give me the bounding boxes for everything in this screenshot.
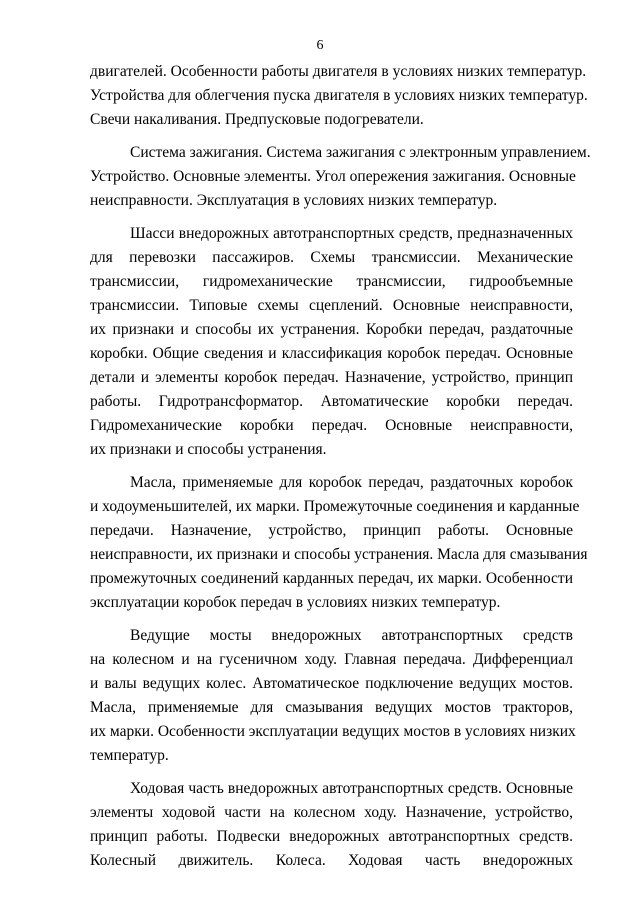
paragraph-ignition-system: [90, 141, 591, 213]
text-line: детали и элементы коробок передач. Назначение, устройство, принцип: [90, 369, 573, 386]
text-line: Гидромеханические коробки передач. Основные неисправности,: [90, 417, 573, 434]
text-line: принцип работы. Подвески внедорожных автотранспортных средств.: [90, 828, 573, 845]
text-line: трансмиссии. Типовые схемы сцеплений. Основные неисправности,: [90, 297, 573, 314]
text-line: их признаки и способы устранения.: [90, 441, 327, 458]
text-line: Ходовая часть внедорожных автотранспортных средств. Основные: [130, 780, 573, 797]
text-line: температур.: [90, 747, 169, 764]
text-line: неисправности, их признаки и способы устранения. Масла для смазывания: [90, 546, 588, 563]
text-line: передачи. Назначение, устройство, принцип работы. Основные: [90, 522, 573, 539]
text-line: Свечи накаливания. Предпусковые подогреватели.: [90, 111, 424, 128]
text-line: промежуточных соединений карданных передач, их марки. Особенности: [90, 570, 573, 587]
body-text: [90, 60, 591, 873]
text-line: двигателей. Особенности работы двигателя в условиях низких температур.: [90, 63, 587, 80]
paragraph-running-gear: [90, 777, 573, 873]
text-line: Устройство. Основные элементы. Угол опережения зажигания. Основные: [90, 168, 576, 185]
text-line: элементы ходовой части на колесном ходу. Назначение, устройство,: [90, 804, 573, 821]
text-line: для перевозки пассажиров. Схемы трансмиссии. Механические: [90, 249, 573, 266]
text-line: работы. Гидротрансформатор. Автоматические коробки передач.: [90, 393, 573, 410]
text-line: и ходоуменьшителей, их марки. Промежуточные соединения и карданные: [90, 498, 580, 515]
text-line: их признаки и способы их устранения. Коробки передач, раздаточные: [90, 321, 573, 338]
text-line: эксплуатации коробок передач в условиях низких температур.: [90, 594, 501, 611]
text-line: Шасси внедорожных автотранспортных средств, предназначенных: [130, 225, 573, 242]
text-line: Система зажигания. Система зажигания с электронным управлением.: [130, 144, 591, 161]
paragraph-chassis-transmission: [90, 222, 573, 462]
text-line: Устройства для облегчения пуска двигателя в условиях низких температур.: [90, 87, 588, 104]
text-line: Колесный движитель. Колеса. Ходовая часть внедорожных: [90, 852, 573, 869]
text-line: их марки. Особенности эксплуатации ведущих мостов в условиях низких: [90, 723, 576, 740]
text-line: Масла, применяемые для коробок передач, раздаточных коробок: [130, 474, 573, 491]
text-line: трансмиссии, гидромеханические трансмиссии, гидрообъемные: [90, 273, 573, 290]
text-line: неисправности. Эксплуатация в условиях низких температур.: [90, 192, 498, 209]
text-line: Масла, применяемые для смазывания ведущих мостов тракторов,: [90, 699, 573, 716]
text-line: и валы ведущих колес. Автоматическое подключение ведущих мостов.: [90, 675, 573, 692]
text-line: Ведущие мосты внедорожных автотранспортных средств: [130, 627, 573, 644]
paragraph-engine-cold-start: [90, 60, 588, 132]
page-number: 6: [316, 38, 324, 53]
paragraph-drive-axles: [90, 624, 576, 768]
text-line: на колесном и на гусеничном ходу. Главная передача. Дифференциал: [90, 651, 573, 668]
paragraph-oils-cardan: [90, 471, 588, 615]
text-line: коробки. Общие сведения и классификация коробок передач. Основные: [90, 345, 573, 362]
